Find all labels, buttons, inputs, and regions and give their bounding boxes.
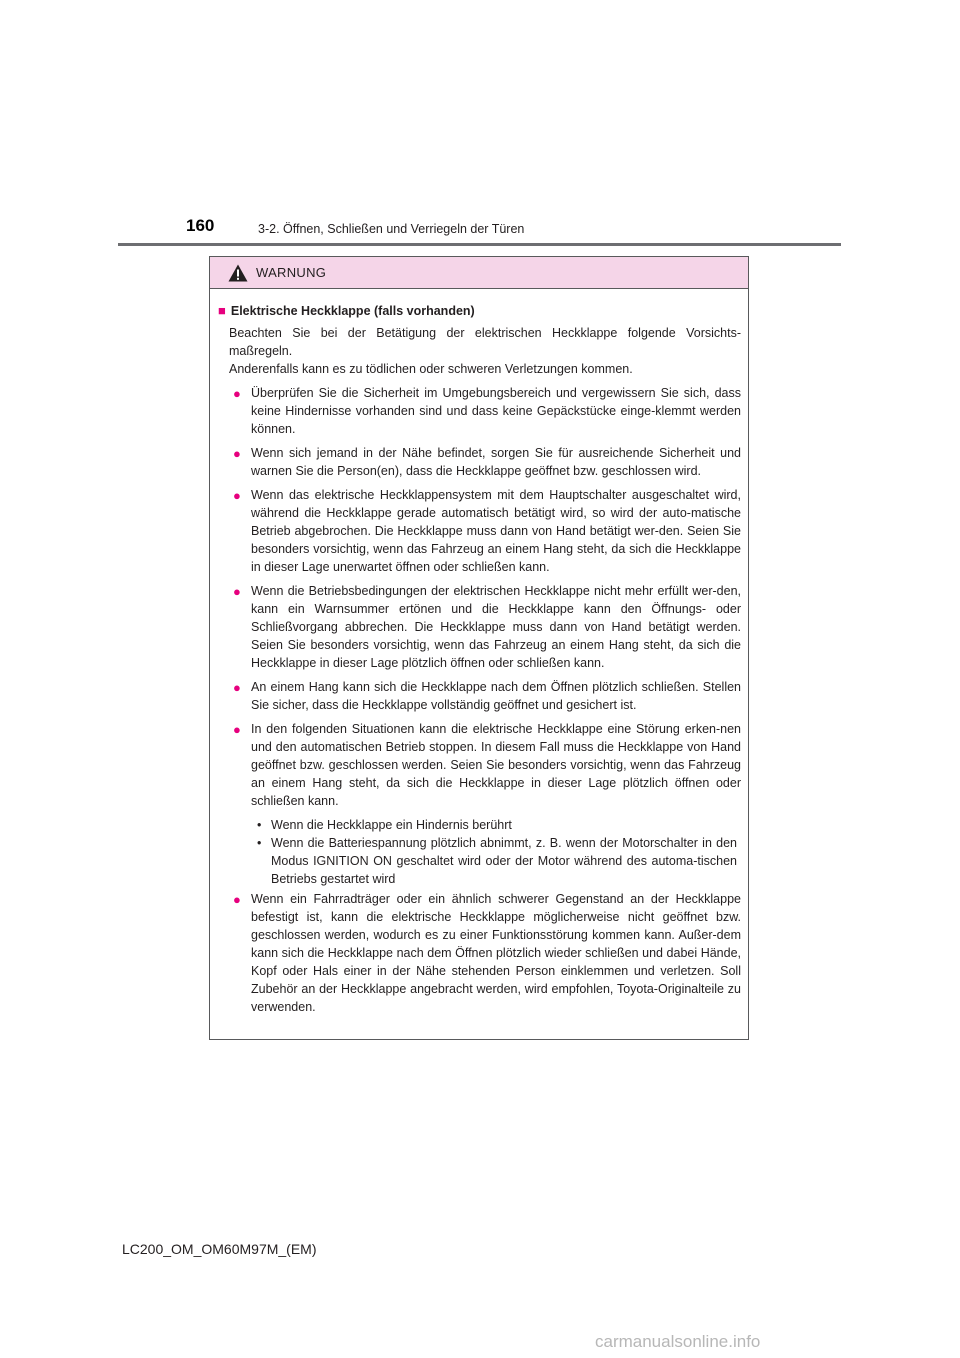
warning-title: WARNUNG (256, 265, 327, 280)
list-item (229, 678, 741, 714)
list-item-text: An einem Hang kann sich die Heckklappe nach dem Öffnen plötzlich schließen. Stellen Sie sicher, dass die Heckklappe vollständig geöffnet und gesichert ist. (251, 680, 741, 712)
warning-box (209, 256, 749, 1040)
circle-bullet-icon: ● (233, 488, 241, 503)
list-item-text: Wenn sich jemand in der Nähe befindet, sorgen Sie für ausreichende Sicherheit und warnen Sie die Person(en), dass die Heckklappe geöffnet bzw. geschlossen wird. (251, 446, 741, 478)
intro-line: Anderenfalls kann es zu tödlichen oder schweren Verletzungen kommen. (229, 362, 633, 376)
document-id: LC200_OM_OM60M97M_(EM) (122, 1241, 317, 1257)
heading-text: Elektrische Heckklappe (falls vorhanden) (230, 304, 475, 318)
sub-list (257, 816, 741, 888)
intro-paragraph (229, 324, 741, 378)
circle-bullet-icon: ● (233, 584, 241, 599)
circle-bullet-icon: ● (233, 722, 241, 737)
list-item-text: Wenn ein Fahrradträger oder ein ähnlich schwerer Gegenstand an der Heckklappe befestigt ist, kann die elektrische Heckklappe möglicherweise nicht geöffnet bzw. geschlossen werden, wodurch es zu einer Funktionsstörung kommen kann. Außer-dem kann sich die Heckklappe nach dem Öffnen plötzlich wieder schließen und dabei Hände, Kopf oder Hals einer in der Nähe stehenden Person einklemmen und verletzen. Soll Zubehör an der Heckklappe angebracht werden, wird empfohlen, Toyota-Originalteile zu verwenden. (251, 892, 741, 1014)
sub-bullet-icon: • (257, 818, 262, 832)
watermark-link[interactable]: carmanualsonline.info (595, 1332, 761, 1351)
warning-triangle-icon (228, 264, 248, 282)
list-item-text: In den folgenden Situationen kann die elektrische Heckklappe eine Störung erken-nen und den automatischen Betrieb stoppen. In diesem Fall muss die Heckklappe von Hand geöffnet bzw. geschlossen werden. Seien Sie besonders vorsichtig, wenn das Fahrzeug an einem Hang steht, da sich die Heckklappe in dieser Lage plötzlich öffnen oder schließen kann. (251, 722, 741, 808)
square-bullet-icon: ■ (218, 303, 226, 318)
circle-bullet-icon: ● (233, 386, 241, 401)
section-heading (218, 302, 741, 320)
list-item (229, 582, 741, 672)
header-rule (118, 243, 841, 246)
warning-body (210, 289, 748, 1016)
sub-list-item (257, 816, 741, 834)
warning-header (210, 257, 748, 289)
sub-item-text: Wenn die Batteriespannung plötzlich abnimmt, z. B. wenn der Motorschalter in den Modus IGNITION ON geschaltet wird oder der Motor während des automa-tischen Betriebs gestartet wird (271, 836, 737, 886)
list-item (229, 444, 741, 480)
list-item (229, 890, 741, 1016)
circle-bullet-icon: ● (233, 446, 241, 461)
list-item (229, 720, 741, 810)
sub-item-text: Wenn die Heckklappe ein Hindernis berührt (271, 818, 512, 832)
list-item-text: Überprüfen Sie die Sicherheit im Umgebungsbereich und vergewissern Sie sich, dass keine Hindernisse vorhanden sind und dass keine Gepäckstücke einge-klemmt werden können. (251, 386, 741, 436)
section-title: 3-2. Öffnen, Schließen und Verriegeln der Türen (258, 222, 525, 236)
circle-bullet-icon: ● (233, 680, 241, 695)
sub-bullet-icon: • (257, 836, 262, 850)
intro-line: Beachten Sie bei der Betätigung der elektrischen Heckklappe folgende Vorsichts-maßregeln. (229, 326, 741, 358)
list-item (229, 384, 741, 438)
page-number: 160 (186, 216, 215, 235)
sub-list-item (257, 834, 741, 888)
list-item-text: Wenn die Betriebsbedingungen der elektrischen Heckklappe nicht mehr erfüllt wer-den, kann ein Warnsummer ertönen und die Heckklappe kann den Öffnungs- oder Schließvorgang abbrechen. Die Heckklappe muss dann von Hand betätigt werden. Seien Sie besonders vorsichtig, wenn das Fahrzeug an einem Hang steht, da sich die Heckklappe in dieser Lage plötzlich öffnen oder schließen kann. (251, 584, 741, 670)
list-item-text: Wenn das elektrische Heckklappensystem mit dem Hauptschalter ausgeschaltet wird, während die Heckklappe gerade automatisch betätigt wird, so wird der auto-matische Betrieb abgebrochen. Die Heckklappe muss dann von Hand betätigt wer-den. Seien Sie besonders vorsichtig, wenn das Fahrzeug an einem Hang steht, da sich die Heckklappe in dieser Lage unerwartet öffnen oder schließen kann. (251, 488, 741, 574)
circle-bullet-icon: ● (233, 892, 241, 907)
list-item (229, 486, 741, 576)
